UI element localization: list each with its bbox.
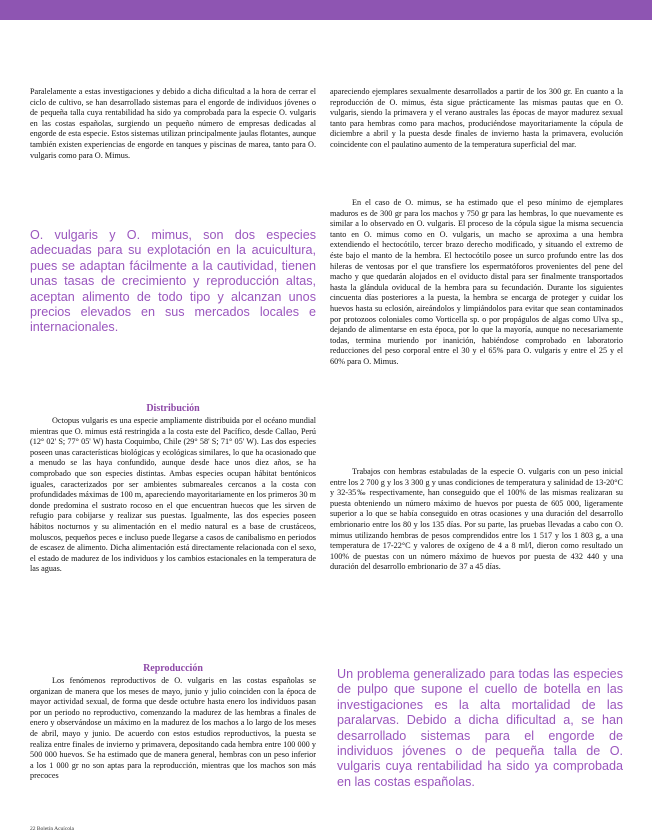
- distribucion-text: Octopus vulgaris es una especie ampliamente distribuida por el océano mundial mientras que O. mimus está restringida a la costa este del Pacífico, desde Callao, Perú (12° 02' S; 77° 05' W) hasta Coquimbo, Chile (29° 58' S; 71° 05' W). Las dos especies poseen unas características biológicas y ecológicas similares, lo que ha ocasionado que a menudo se las haya confundido, aunque desde hace unos diez años, se ha comprobado que son especies distintas. Ambas especies ocupan hábitat bentónicos iguales, caracterizados por ser ambientes submareales cercanos a la costa con profundidades máximas de 100 m, apareciendo mayoritariamente en los primeros 30 m donde predomina el sustrato rocoso en el que encuentran huecos que les sirven de refugio para cobijarse y realizar sus puestas. Igualmente, las dos especies poseen hábitos nocturnos y su alimentación en el medio natural es a base de crustáceos, moluscos, pequeños peces e incluso puede llegarse a casos de canibalismo en periodos de escasez de alimento. Dicha alimentación está directamente relacionada con el sexo, el estado de madurez de los individuos y los cambios estacionales en la temperatura de las aguas.: [30, 416, 316, 574]
- right-paragraph-1: apareciendo ejemplares sexualmente desarrollados a partir de los 300 gr. En cuanto a la reproducción de O. mimus, ésta sigue prácticamente las mismas pautas que en O. vulgaris, siendo la primavera y el verano australes las épocas de mayor madurez sexual tanto para hembras como para machos, produciéndose mayoritariamente la cópula de diciembre a abril y la puesta desde finales de invierno hasta la primavera, evolución coincidente con el paulatino aumento de la temperatura superficial del mar.: [330, 87, 623, 149]
- right-callout: Un problema generalizado para todas las especies de pulpo que supone el cuello de botella en las investigaciones es la alta mortalidad de las paralarvas. Debido a dicha dificultad a, se han desarrollado sistemas para el engorde de individuos jóvenes o de pequeña talla de O. vulgaris cuya rentabilidad ha sido ya comprobada en las costas españolas.: [337, 667, 623, 789]
- left-callout: O. vulgaris y O. mimus, son dos especies adecuadas para su explotación en la acuicultura, pues se adaptan fácilmente a la cautividad, tienen unas tasas de crecimiento y reproducción altas, aceptan alimento de todo tipo y alcanzan unos precios elevados en sus mercados locales e internacionales.: [30, 228, 316, 335]
- right-paragraph-3: Trabajos con hembras estabuladas de la especie O. vulgaris con un peso inicial entre los 2 700 g y los 3 300 g y unas condiciones de temperatura y salinidad de 13-20°C y 32-35‰ respectivamente, han conseguido que el 100% de las mismas realizaran su puesta obteniendo un número máximo de huevos por puesta de 605 000, ligeramente superior a lo que se había conseguido en otras ocasiones y una duración del desarrollo embrionario entre los 80 y los 135 días. Por su parte, las pruebas llevadas a cabo con O. mimus utilizando hembras de pesos comprendidos entre los 1 517 y los 1 803 g, a una temperatura de 17-22°C y valores de oxígeno de 4 a 8 ml/l, dieron como resultado un 100% de puestas con un número máximo de huevos por puesta de 432 440 y una duración del desarrollo embrionario de 37 a 45 días.: [330, 467, 623, 572]
- intro-text: Paralelamente a estas investigaciones y debido a dicha dificultad a la hora de cerrar el ciclo de cultivo, se han desarrollado sistemas para el engorde de individuos jóvenes o de pequeña talla cuya rentabilidad ha sido ya comprobada para la especie O. vulgaris en las costas españolas, surgiendo un pequeño número de empresas dedicadas al engorde de esta especie. Estos sistemas utilizan principalmente jaulas flotantes, aunque también existen experiencias de engorde en tanques y piscinas de marea, tanto para O. vulgaris como para O. Mimus.: [30, 87, 316, 160]
- reproduccion-text: Los fenómenos reproductivos de O. vulgaris en las costas españolas se organizan de manera que los meses de mayo, junio y julio coinciden con la época de mayor actividad sexual, de forma que desde octubre hasta enero los individuos pasan por un periodo no reproductivo, comenzando la madurez de las hembras a finales de enero y observándose un máximo en la madurez de los machos a lo largo de los meses de abril, mayo y junio. De acuerdo con estos estudios reproductivos, la puesta se realiza entre finales de invierno y primavera, depositando cada hembra entre 100 000 y 500 000 huevos. Se ha estimado que de manera general, hembras con un peso inferior a los 1 000 gr no son aptas para la reproducción, mientras que los machos son más precoces: [30, 676, 316, 781]
- page-footer: 22 Boletín Acuícola: [30, 826, 74, 832]
- reproduccion-section: [30, 676, 316, 782]
- right-paragraph-2: En el caso de O. mimus, se ha estimado que el peso mínimo de ejemplares maduros es de 300 gr para los machos y 750 gr para las hembras, lo que nuevamente es similar a lo observado en O. vulgaris. El proceso de la cópula sigue la misma secuencia tanto en O. mimus como en O. vulgaris, un macho se aproxima a una hembra extendiendo el hectocótilo, tercer brazo derecho modificado, y situando el extremo de éste bajo el manto de la hembra. El hectocótilo posee un surco profundo entre las dos hileras de ventosas por el que transfiere los espermatóforos provenientes del pene del macho y que quedarán alojados en el oviducto distal para ser finalmente transportados hasta la glándula oviducal de la hembra para su fecundación. Durante los siguientes cincuenta días posteriores a la puesta, la hembra se encarga de proteger y cuidar los huevos hasta su eclosión, aireándolos y limpiándolos para evitar que sean contaminados por protozoos coloniales como Vorticella sp. o por propágulos de algas como Ulva sp., dejando de alimentarse en esta época, por lo que la mayoría, aunque no necesariamente todas, termina muriendo por inanición, habiéndose comprobado en laboratorio reducciones del peso corporal entre el 30 y el 65% para O. vulgaris y entre el 25 y el 60% para O. Mimus.: [330, 198, 623, 366]
- distribucion-section: [30, 416, 316, 575]
- right-column-middle: [330, 198, 623, 368]
- top-color-bar: [0, 0, 652, 20]
- right-column-lower: [330, 467, 623, 573]
- left-intro-paragraph: [30, 87, 316, 161]
- reproduccion-heading: Reproducción: [143, 663, 203, 674]
- right-column-top: [330, 87, 623, 151]
- distribucion-heading: Distribución: [146, 403, 200, 414]
